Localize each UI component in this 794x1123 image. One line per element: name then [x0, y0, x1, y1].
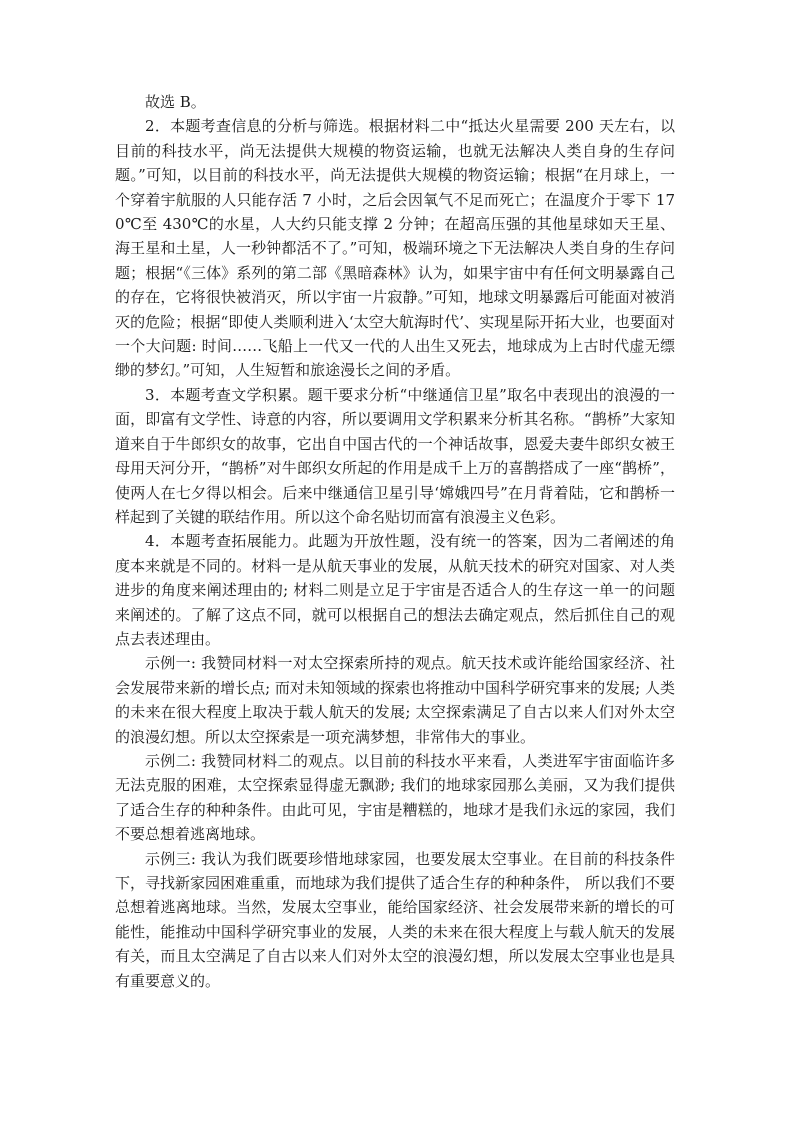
paragraph-answer-choice: 故选 B。 [145, 93, 206, 111]
paragraph-question-4: 4．本题考查拓展能力。此题为开放性题，没有统一的答案，因为二者阐述的角度本来就是不同的。材料一是从航天事业的发展，从航天技术的研究对国家、对人类进步的角度来阐述理由的; 材料二则是立足于宇宙是否适合人的生存这一单一的问题来阐述的。了解了这点不同，就可以根据自己的想法去确定观点，然后抓住自己的观点去表述理由。 [115, 532, 675, 648]
paragraph-example-3: 示例三: 我认为我们既要珍惜地球家园，也要发展太空事业。在目前的科技条件下，寻找新家园困难重重，而地球为我们提供了适合生存的种种条件， 所以我们不要总想着逃离地球。当然，发展太空事业，能给国家经济、社会发展带来新的增长的可能性，能推动中国科学研究事业的发展，人类的未来在很大程度上与载人航天的发展有关，而且太空满足了自古以来人们对外太空的浪漫幻想，所以发展太空事业也是具有重要意义的。 [115, 849, 675, 990]
paragraph-question-3: 3．本题考查文学积累。题干要求分析“中继通信卫星”取名中表现出的浪漫的一面，即富有文学性、诗意的内容，所以要调用文学积累来分析其名称。“鹊桥”大家知道来自于牛郎织女的故事，它出自中国古代的一个神话故事，恩爱夫妻牛郎织女被王母用天河分开，“鹊桥”对牛郎织女所起的作用是成千上万的喜鹊搭成了一座“鹊桥”，使两人在七夕得以相会。后来中继通信卫星引导‘嫦娥四号”在月背着陆，它和鹊桥一样起到了关键的联结作用。所以这个命名贴切而富有浪漫主义色彩。 [115, 385, 675, 526]
answer-explanation-document [115, 90, 675, 993]
paragraph-example-1: 示例一: 我赞同材料一对太空探索所持的观点。航天技术或许能给国家经济、社会发展带来新的增长点; 而对未知领域的探索也将推动中国科学研究事来的发展; 人类的未来在很大程度上取决于载人航天的发展; 太空探索满足了自古以来人们对外太空的浪漫幻想。所以太空探索是一项充满梦想，非常伟大的事业。 [115, 654, 675, 746]
paragraph-question-2: 2．本题考查信息的分析与筛选。根据材料二中“抵达火星需要 200 天左右，以目前的科技水平，尚无法提供大规模的物资运输，也就无法解决人类自身的生存问题。”可知，以目前的科技水平，尚无法提供大规模的物资运输；根据“在月球上，一个穿着宇航服的人只能存活 7 小时，之后会因氧气不足而死亡；在温度介于零下 170℃至 430℃的水星，人大约只能支撑 2 分钟；在超高压强的其他星球如天王星、海王星和土星，人一秒钟都活不了。”可知，极端环境之下无法解决人类自身的生存问题；根据“《三体》系列的第二部《黑暗森林》认为，如果宇宙中有任何文明暴露自己的存在，它将很快被消灭，所以宇宙一片寂静。”可知，地球文明暴露后可能面对被消灭的危险；根据“即使人类顺利进入‘太空大航海时代’、实现星际开拓大业，也要面对一个大问题: 时间……飞船上一代又一代的人出生又死去，地球成为上古时代虚无缥缈的梦幻。”可知，人生短暂和旅途漫长之间的矛盾。 [115, 117, 675, 380]
paragraph-example-2: 示例二: 我赞同材料二的观点。以目前的科技水平来看，人类进军宇宙面临许多无法克服的困难，太空探索显得虚无飘渺; 我们的地球家园那么美丽，又为我们提供了适合生存的种种条件。由此可见，宇宙是糟糕的，地球才是我们永远的家园，我们不要总想着逃离地球。 [115, 751, 675, 844]
